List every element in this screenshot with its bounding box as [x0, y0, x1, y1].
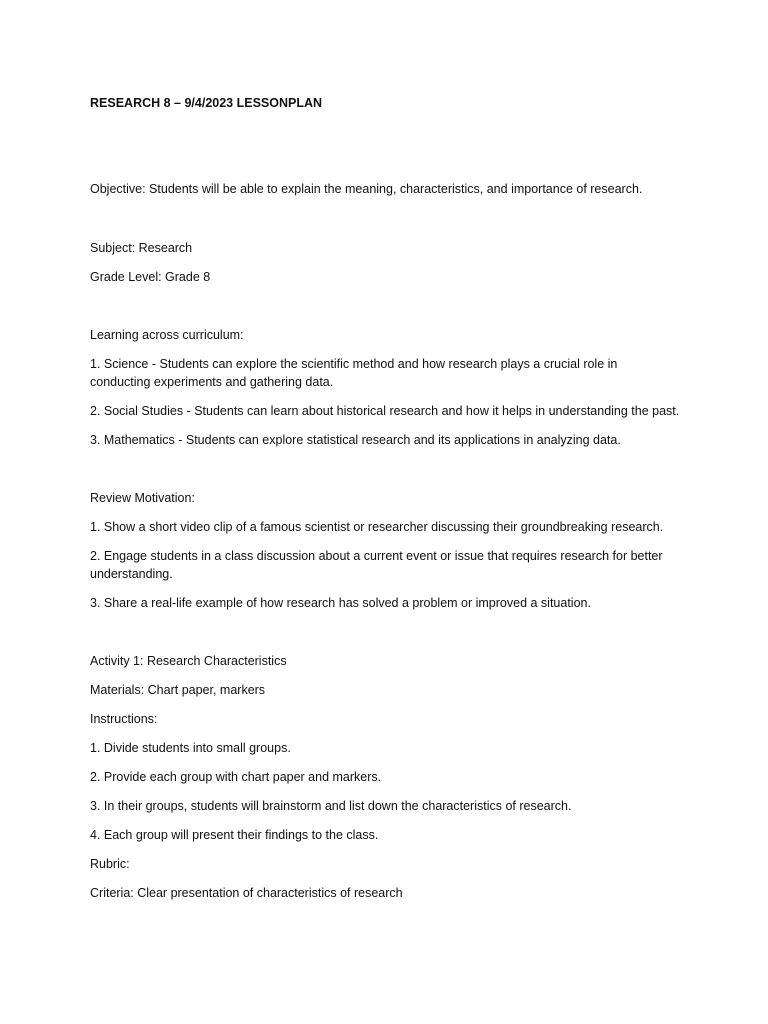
- instruction-step: 3. In their groups, students will brainstorm and list down the characteristics of research.: [90, 799, 572, 813]
- motivation-item: 3. Share a real-life example of how research has solved a problem or improved a situation.: [90, 596, 591, 610]
- subject-text: Subject: Research: [90, 241, 193, 255]
- materials-text: Materials: Chart paper, markers: [90, 683, 266, 697]
- rubric-criteria: Criteria: Clear presentation of characteristics of research: [90, 886, 403, 900]
- instructions-label: Instructions:: [90, 712, 158, 726]
- motivation-item: 1. Show a short video clip of a famous scientist or researcher discussing their groundbreaking research.: [90, 520, 664, 534]
- instruction-step: 4. Each group will present their findings to the class.: [90, 828, 379, 842]
- rubric-label: Rubric:: [90, 857, 130, 871]
- curriculum-item: 2. Social Studies - Students can learn about historical research and how it helps in understanding the past.: [90, 404, 680, 418]
- motivation-item: 2. Engage students in a class discussion about a current event or issue that requires research for better understanding.: [90, 549, 663, 581]
- document-page: [90, 94, 680, 902]
- grade-level-text: Grade Level: Grade 8: [90, 270, 211, 284]
- review-motivation-heading: Review Motivation:: [90, 491, 195, 505]
- curriculum-item: 3. Mathematics - Students can explore statistical research and its applications in analyzing data.: [90, 433, 621, 447]
- instruction-step: 2. Provide each group with chart paper and markers.: [90, 770, 382, 784]
- learning-across-curriculum-heading: Learning across curriculum:: [90, 328, 244, 342]
- document-title: RESEARCH 8 – 9/4/2023 LESSONPLAN: [90, 96, 323, 110]
- objective-text: Objective: Students will be able to explain the meaning, characteristics, and importance of research.: [90, 182, 643, 196]
- activity-heading: Activity 1: Research Characteristics: [90, 654, 287, 668]
- instruction-step: 1. Divide students into small groups.: [90, 741, 291, 755]
- curriculum-item: 1. Science - Students can explore the scientific method and how research plays a crucial role in conducting experiments and gathering data.: [90, 357, 618, 389]
